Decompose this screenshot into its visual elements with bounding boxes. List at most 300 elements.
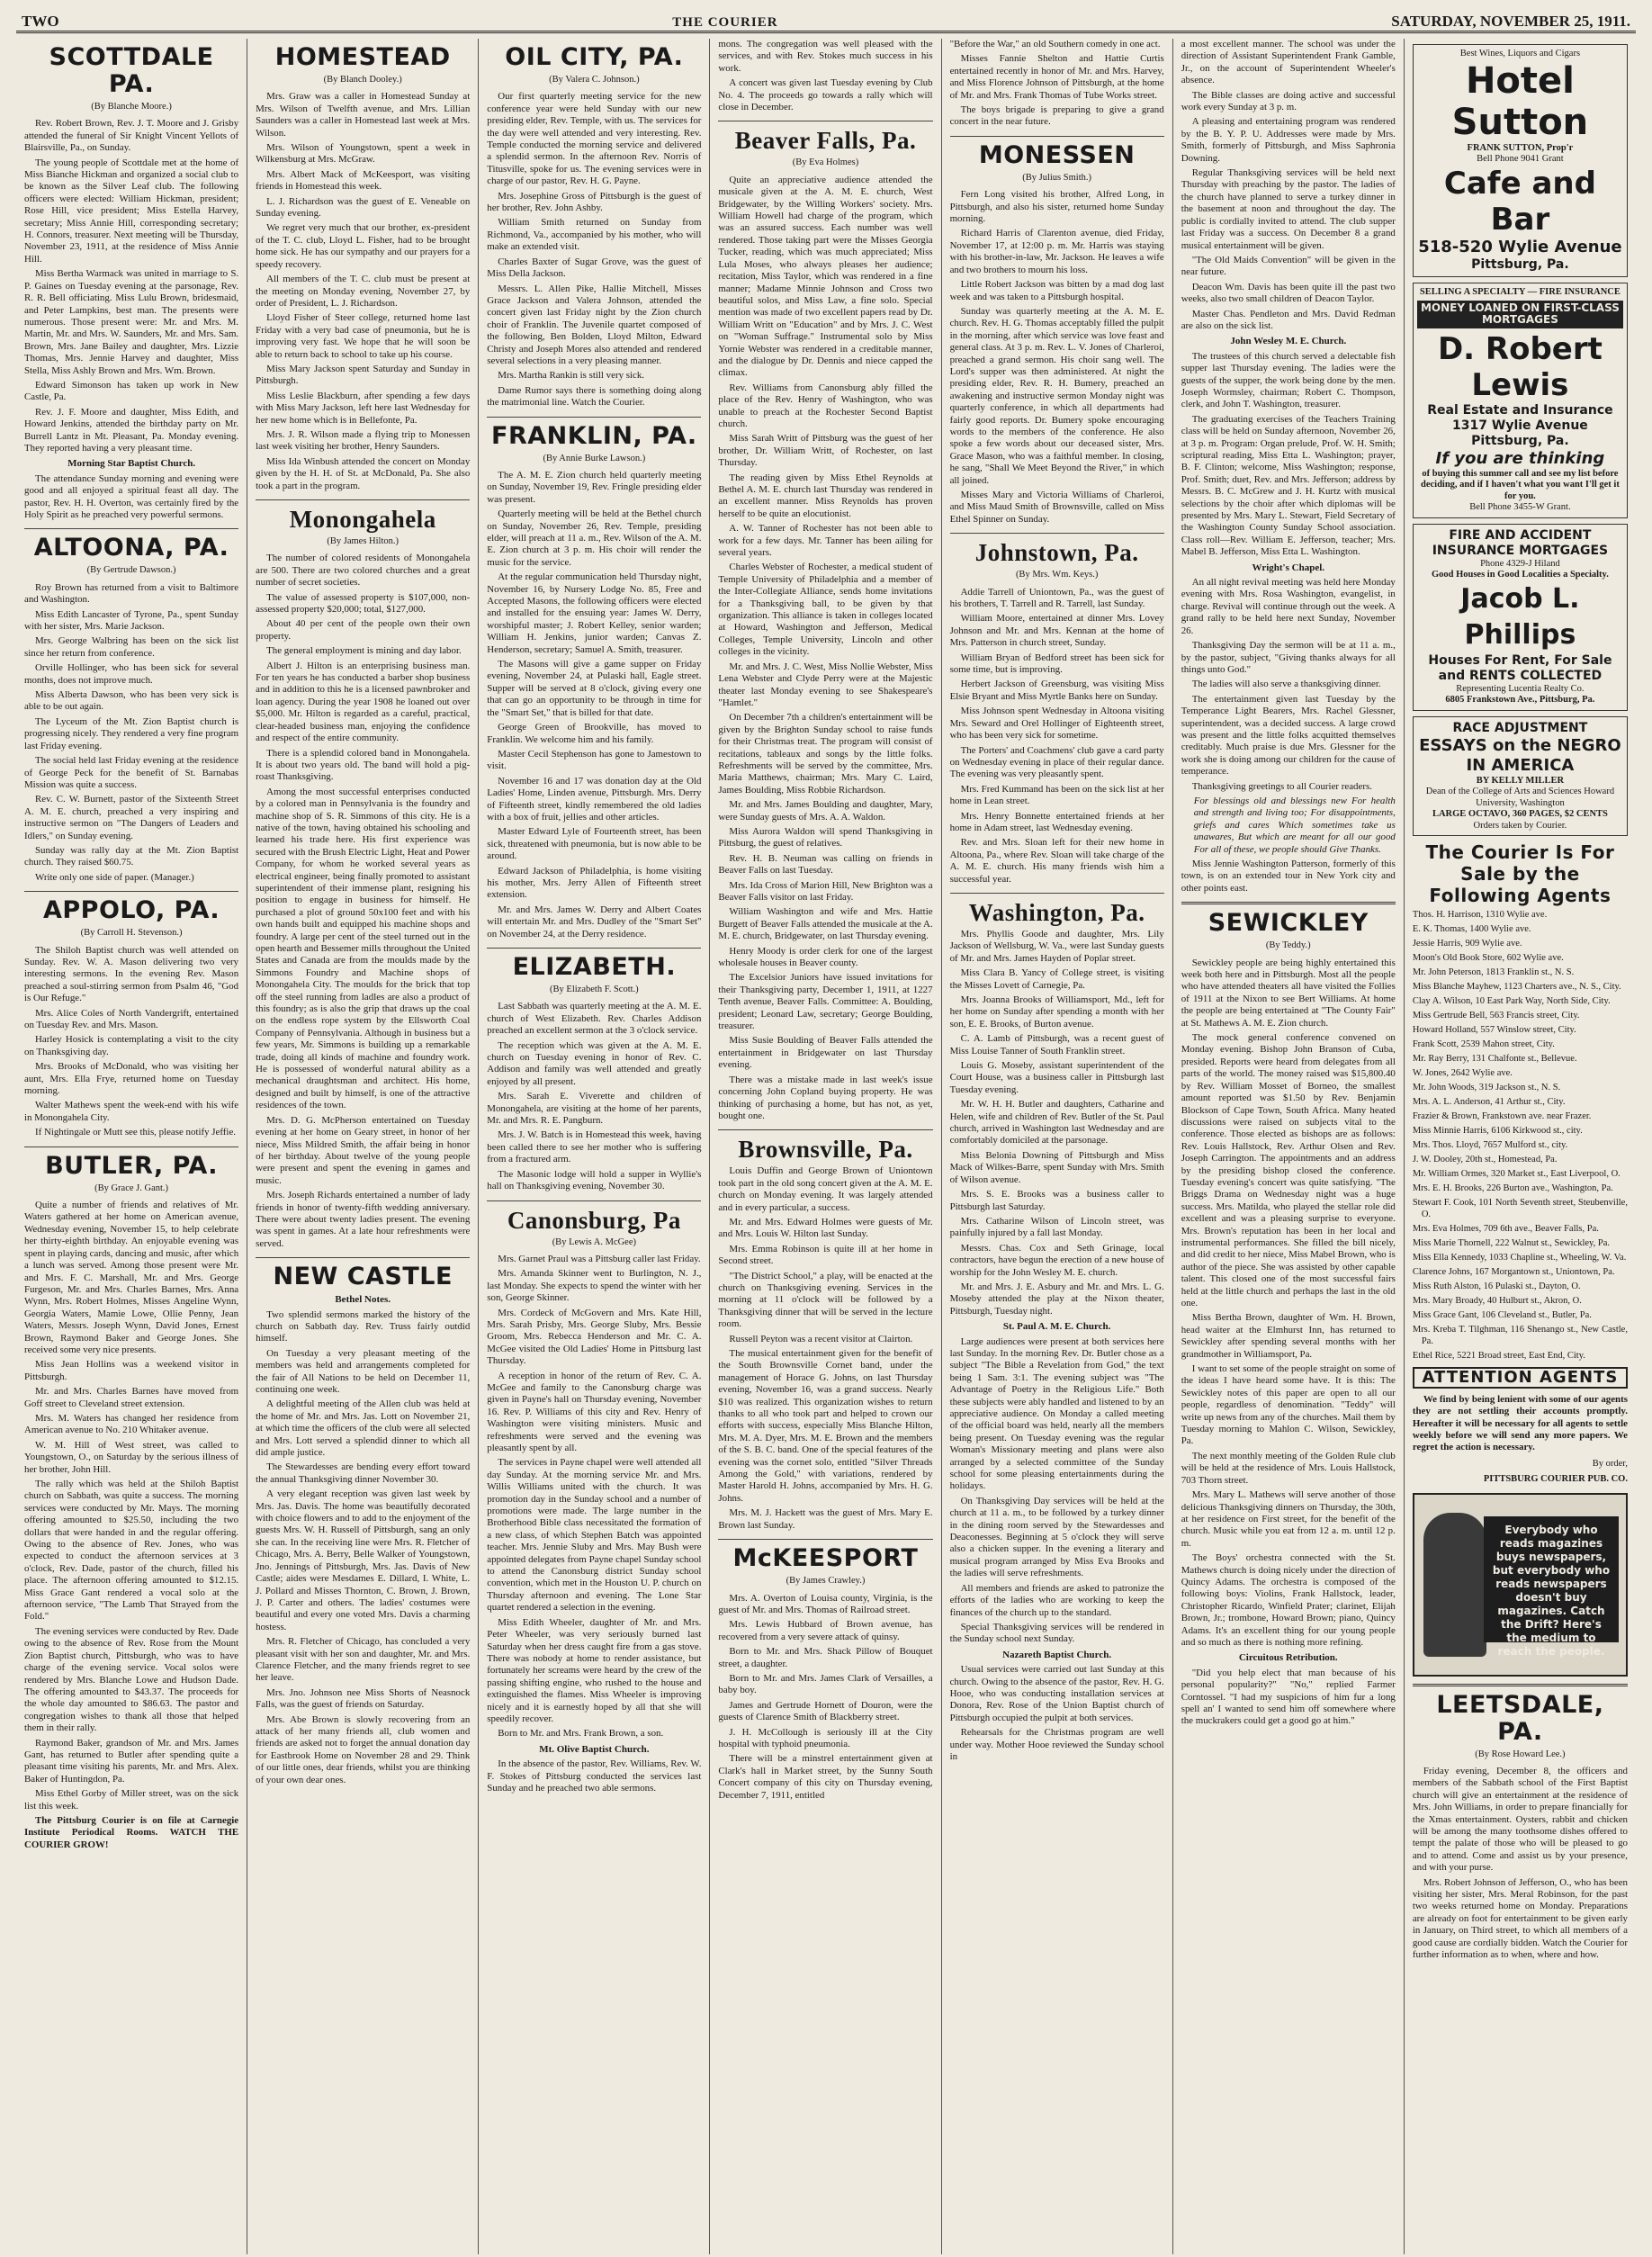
divider bbox=[950, 136, 1164, 137]
paragraph: mons. The congregation was well pleased with the services, and with Rev. Stokes much success in his work. bbox=[718, 39, 933, 74]
paragraph: There is a splendid colored band in Monongahela. It is about two years old. The band will hold a pig-roast Thanksgiving. bbox=[256, 747, 471, 783]
heading-johnstown: Johnstown, Pa. bbox=[974, 539, 1139, 567]
agent-entry: Mr. William Ormes, 320 Market st., East Liverpool, O. bbox=[1412, 1169, 1621, 1180]
paragraph: The general employment is mining and day labor. bbox=[266, 645, 462, 657]
paragraph: Special Thanksgiving services will be rendered in the Sunday school next Sunday. bbox=[949, 1621, 1164, 1645]
signature: PITTSBURG COURIER PUB. CO. bbox=[1483, 1474, 1628, 1485]
paragraph: The musical entertainment given for the benefit of the South Brownsville Cornet band, under the management of Horace G. Johns, on last Thursday evening, November 16, was a grand success. Nearly $10 was realized. This organization wishes to return thanks to all who took part and helped to crown our efforts with success, especially Miss Blanche Hilton, Mrs. M. A. Dyer, Mrs. M. E. Brown and the members of the S. B. C. band. One of the special features of the evening was the cornet solo, entitled "Silver Threads Among the Gold," with variations, rendered by Master Harold H. Johns, accompanied by Mrs. H. G. Johns. bbox=[718, 1348, 933, 1504]
paragraph: James and Gertrude Hornett of Douron, were the guests of Clarence Smith of Blackberry street. bbox=[718, 1699, 933, 1723]
paragraph: Born to Mr. and Mrs. Frank Brown, a son. bbox=[498, 1728, 664, 1740]
ad-tagline: SELLING A SPECIALTY — FIRE INSURANCE bbox=[1419, 286, 1621, 297]
byline: (By Lewis A. McGee) bbox=[552, 1236, 636, 1247]
paragraph: The graduating exercises of the Teachers Training class will be held on Sunday afternoon, November 26, at 3 p. m. Program: Organ prelude, Prof. W. H. Smith; scriptural reading, Miss Etta L. Washington; prayer, B. F. Clinton; welcome, Miss Washington; response, Prof. Smith; duet, Rev. and Mrs. Jefferson; address by Messrs. B. C. McGrew and J. H. Kurtz with musical selections by the choir after which diplomas will be presented by Mrs. Mary L. Stewart, Field Secretary of the Washington County Sunday School association. Class roll—Rev. William E. Jefferson, teacher; Mrs. Mabel B. Jefferson, Miss Etta L. Washington. bbox=[1181, 413, 1396, 558]
divider bbox=[24, 1146, 238, 1147]
agent-entry: Mrs. Thos. Lloyd, 7657 Mulford st., city. bbox=[1412, 1140, 1568, 1151]
paragraph: The reception which was given at the A. M. E. church on Tuesday evening in honor of Rev. C. Addison and family was well attended and greatly enjoyed by all present. bbox=[487, 1039, 702, 1087]
heading-homestead: HOMESTEAD bbox=[274, 43, 451, 71]
paragraph: William Bryan of Bedford street has been sick for some time, but is improving. bbox=[949, 652, 1164, 676]
signature: By order, bbox=[1592, 1458, 1628, 1469]
ad-title: D. Robert Lewis bbox=[1437, 330, 1603, 403]
paragraph: At the regular communication held Thursday night, November 16, by Nursery Lodge No. 85, Free and Accepted Masons, the following officers were elected and installed for the ensuing year: James W. Derry, worshipful master; J. Robert Kelley, senior warden; William H. Jenkins, junior warden; Canvas Z. Henderson, secretary; Samuel A. Smith, treasurer. bbox=[487, 571, 702, 655]
subheading: St. Paul A. M. E. Church. bbox=[1002, 1321, 1111, 1333]
paragraph: A pleasing and entertaining program was rendered by the B. Y. P. U. Addresses were made by Mrs. Smith, formerly of Pittsburgh, and Miss Saphronia Downing. bbox=[1181, 116, 1396, 164]
column-5 bbox=[942, 39, 1173, 2254]
paragraph: The Pittsburg Courier is on file at Carnegie Institute Periodical Rooms. WATCH THE COURIER GROW! bbox=[24, 1814, 239, 1850]
paragraph: The rally which was held at the Shiloh Baptist church on Sabbath, was quite a success. The morning services were conducted by Mr. Mays. The morning offering amounted to $25.50, including the two dollars that were handed in and the regular offering. Owing to the absence of Rev. Jones, who was expected to conduct the afternoon services at 3 o'clock, Rev. Dade, pastor of the church, filled his place. The afternoon offering amounted to $12.15. Miss Grace Gant rendered a vocal solo at the afternoon service, "The Lamb That Strayed from the Fold." bbox=[24, 1479, 239, 1623]
paragraph: The next monthly meeting of the Golden Rule club will be held at the residence of Mrs. Louis Hallstock, 703 Thorn street. bbox=[1181, 1450, 1396, 1486]
paragraph: Among the most successful enterprises conducted by a colored man in Pennsylvania is the foundry and machine shop of S. R. Simmons of this city. He is a native of the town, having obtained his schooling and learned his trade here. His first experience was secured with the Brush Electric Light, Heat and Power Company, for whom he worked several years as electrical engineer, being finally promoted to assistant superintendent of their immense plant, resigning his position to engage in business for himself. He purchased a plot of ground 50x100 feet and with his own hands built and equipped his machine shops and foundry. A large per cent of the steel turned out in the open hearth and Bessemer mills throughout the United States and Canada are from the moulds made by the Simmons Foundry and Machine shops of Monongahela City. The moulds for the brick that top off the steel running from ladles are also a product of this foundry; as is also the grip that draws up the coal on the endless rope system by the Ellsworth Coal Company of Pennsylvania. Although in business but a few years, Mr. Simmons is building up a remarkable trade, doing all kinds of machine and foundry work. He is possessed of wonderful natural ability as a mechanical draughtsman and architect. His home, designed and built by himself, is one of the attractive residences of the town. bbox=[256, 786, 471, 1111]
paragraph: Mrs. Joseph Richards entertained a number of lady friends in honor of twenty-fifth wedding anniversary. There were about twenty ladies present. The evening was spent in games. At a late hour refreshments were served. bbox=[256, 1190, 471, 1249]
paragraph: On Tuesday a very pleasant meeting of the members was held and arrangements completed for the fair of All Nations to be held on December 11, continuing one week. bbox=[256, 1347, 471, 1395]
divider bbox=[1413, 1684, 1628, 1686]
heading-washington: Washington, Pa. bbox=[968, 898, 1145, 926]
paragraph: Edward Jackson of Philadelphia, is home visiting his mother, Mrs. Jerry Allen of Fifteenth street extension. bbox=[487, 865, 702, 901]
agent-entry: Frazier & Brown, Frankstown ave. near Frazer. bbox=[1412, 1111, 1592, 1122]
paragraph: Mrs. R. Fletcher of Chicago, has concluded a very pleasant visit with her son and daughter, Mr. and Mrs. Clarence Fletcher, and the many friends regret to see her leave. bbox=[256, 1636, 471, 1684]
paragraph: Mrs. Abe Brown is slowly recovering from an attack of her many friends all, club women and friends are asked not to forget the annual donation day for Eastbrook Home on November 28 and 29. Think of our little ones, dear friends, whilst you are thinking of your own dear ones. bbox=[256, 1713, 471, 1785]
paragraph: The Excelsior Juniors have issued invitations for their Thanksgiving party, December 1, 1911, at 1227 Tenth avenue, Beaver Falls. Committee: A. Boulding, president; Leonard Law, secretary; George Boulding, treasurer. bbox=[718, 972, 933, 1032]
ad-author: BY KELLY MILLER bbox=[1476, 775, 1565, 786]
agent-entry: Moon's Old Book Store, 602 Wylie ave. bbox=[1412, 953, 1564, 964]
paragraph: I want to set some of the people straight on some of the ideas I have heard some have. It is this: The Sewickley notes of this paper are open to all our people, regardless of denomination. "Teddy" will write up news from any of the churches. Mail them by Tuesday morning to Mahlon C. Wilson, Sewickley, Pa. bbox=[1181, 1363, 1396, 1447]
paragraph: Miss Edith Wheeler, daughter of Mr. and Mrs. Peter Wheeler, was very seriously burned last Saturday when her dress caught fire from a gas stove. There was nobody at home to render assistance, but fortunately her screams were heard by the crew of the passing shifting engine, who rushed to the house and extinguished the flames. Miss Wheeler is improving nicely and it is earnestly hoped by all that she will speedily recover. bbox=[487, 1616, 702, 1724]
subheading: Circuitous Retribution. bbox=[1238, 1652, 1338, 1664]
paragraph: All members of the T. C. club must be present at the meeting on Monday evening, November 27, by order of President, L. J. Richardson. bbox=[256, 274, 471, 309]
column-7 bbox=[1405, 39, 1636, 2254]
agent-entry: Clarence Johns, 167 Morgantown st., Uniontown, Pa. bbox=[1412, 1267, 1615, 1278]
agent-entry: Thos. H. Harrison, 1310 Wylie ave. bbox=[1412, 910, 1548, 921]
paragraph: The boys brigade is preparing to give a grand concert in the near future. bbox=[949, 104, 1164, 128]
paragraph: About 40 per cent of the people own their own property. bbox=[256, 618, 471, 642]
paragraph: Dame Rumor says there is something doing along the matrimonial line. Watch the Courier. bbox=[487, 384, 702, 409]
paragraph: Rev. J. F. Moore and daughter, Miss Edith, and Howard Jenkins, attended the birthday party on Mr. Burrell Lantz in Mt. Pleasant, Pa. Monday evening. They reported having a very pleasant time. bbox=[24, 406, 239, 454]
agent-entry: Mrs. Kreba T. Tilghman, 116 Shenango st., New Castle, Pa. bbox=[1412, 1325, 1628, 1347]
paragraph: Rev. H. B. Neuman was calling on friends in Beaver Falls on last Tuesday. bbox=[718, 852, 933, 877]
paragraph: Miss Alberta Dawson, who has been very sick is able to be out again. bbox=[24, 689, 239, 713]
ad-tagline: RACE ADJUSTMENT bbox=[1452, 720, 1588, 735]
column-2 bbox=[247, 39, 479, 2254]
paragraph: The Masonic lodge will hold a supper in Wyllie's hall on Thanksgiving evening, November 30. bbox=[487, 1168, 702, 1192]
paragraph: Master Chas. Pendleton and Mrs. David Redman are also on the sick list. bbox=[1181, 308, 1396, 331]
paragraph: Quarterly meeting will be held at the Bethel church on Sunday, November 26, Rev. Temple, presiding elder, will preach at 11 a. m., Rev. Wilson of the A. M. E. Zion church at 3 p. m. His choir will render the music for the service. bbox=[487, 508, 702, 568]
heading-altoona: ALTOONA, PA. bbox=[33, 534, 229, 562]
ad-line: Good Houses in Good Localities a Specialty. bbox=[1431, 570, 1609, 580]
subheading: Morning Star Baptist Church. bbox=[67, 458, 196, 470]
paragraph: Louis Duffin and George Brown of Uniontown took part in the old song concert given at the A. M. E. church on Monday evening. It was largely attended and in every particular, a success. bbox=[718, 1165, 933, 1213]
paragraph: Mrs. Lewis Hubbard of Brown avenue, has recovered from a very severe attack of quinsy. bbox=[718, 1619, 933, 1642]
paragraph: An all night revival meeting was held here Monday evening with Mrs. Rosa Washington, evangelist, in charge. Revival will continue through out the week. A grand rally to be held here next Sunday, November 26. bbox=[1181, 577, 1396, 636]
heading-leetsdale: LEETSDALE, PA. bbox=[1436, 1690, 1604, 1746]
byline: (By Blanche Moore.) bbox=[91, 102, 172, 112]
paragraph: A delightful meeting of the Allen club was held at the home of Mr. and Mrs. Jas. Lott on November 21, at which time the officers of the club were all selected and Mrs. Lott served a splendid dinner to which all did ample justice. bbox=[256, 1398, 471, 1459]
paragraph: Quite a number of friends and relatives of Mr. Waters gathered at her home on American avenue, Wednesday evening, November 15, to help celebrate her thirty-eighth birthday. An enjoyable evening was spent in playing cards, dancing and music, after which a lunch was served. Among those present were Mr. and Mrs. F. C. Marshall, Mr. and Mrs. George Furgeson, Mr. and Mrs. Charles Barnes, Mrs. Anna Wynn, Mrs. Robert Holmes, Misses Angeline Wynn, Georgia Waters, Mamie Lowe, Ollie Penny, Jean Waters, Messrs. Joseph Wynn, David Jones, Ernest Brown, Raymond Baker and George Jones. She received some very nice presents. bbox=[24, 1200, 239, 1355]
paragraph: Mrs. Henry Bonnette entertained friends at her home in Adam street, last Wednesday evening. bbox=[949, 810, 1164, 833]
paragraph: Mrs. George Walbring has been on the sick list since her return from conference. bbox=[24, 635, 239, 659]
paragraph: The entertainment given last Tuesday by the Temperance Light Bearers, Mrs. Rachel Glessner, superintendent, was a decided success. A large crowd was present and the little folks acquitted themselves creditably. Much praise is due Mrs. Glessner for the work she is doing among our children for the cause of temperance. bbox=[1181, 693, 1396, 778]
paragraph: Mrs. Jno. Johnson nee Miss Shorts of Neasnock Falls, was the guest of friends on Saturday. bbox=[256, 1686, 471, 1711]
heading-brownsville: Brownsville, Pa. bbox=[738, 1136, 913, 1164]
paragraph: Mrs. Brooks of McDonald, who was visiting her aunt, Mrs. Ella Frye, returned home on Tuesday morning. bbox=[24, 1061, 239, 1097]
paragraph: "The District School," a play, will be enacted at the church on Thanksgiving evening. Services in the morning at 11 o'clock will be followed by a Thanksgiving dinner that will be served in the lecture room. bbox=[718, 1270, 933, 1330]
paragraph: Mrs. Emma Robinson is quite ill at her home in Second street. bbox=[718, 1243, 933, 1267]
ad-subtitle: Cafe and Bar bbox=[1443, 165, 1596, 238]
agent-entry: Miss Grace Gant, 106 Cleveland st., Butler, Pa. bbox=[1412, 1310, 1592, 1321]
heading-scottdale: SCOTTDALE PA. bbox=[49, 43, 214, 98]
paragraph: There was a mistake made in last week's issue concerning John Copland buying property. He was thinking of purchasing a home, but has not, as yet, bought one. bbox=[718, 1074, 933, 1121]
paragraph: Misses Mary and Victoria Williams of Charleroi, and Miss Maud Smith of Brownsville, called on Miss Ethel Spinner on Sunday. bbox=[949, 490, 1164, 525]
paragraph: Russell Peyton was a recent visitor at Clairton. bbox=[729, 1333, 913, 1344]
paragraph: Lloyd Fisher of Steer college, returned home last Friday with a very bad case of pneumonia, but he is improving very fast. We hope that he will soon be able to return back to school to take up his course. bbox=[256, 312, 471, 360]
paragraph: The Bible classes are doing active and successful work every Sunday at 3 p. m. bbox=[1181, 89, 1396, 113]
paragraph: Mrs. Ida Cross of Marion Hill, New Brighton was a Beaver Falls visitor on last Friday. bbox=[718, 879, 933, 903]
poem: For blessings old and blessings new For health and strength and living too; For disappointments, griefs and cares Which sometimes take us unawares, But which are meant for all our good For all of these, we people should Give Thanks. bbox=[1193, 795, 1396, 855]
agent-entry: Ethel Rice, 5221 Broad street, East End, City. bbox=[1412, 1351, 1585, 1362]
paragraph: The attendance Sunday morning and evening were good and all enjoyed a spiritual feast all day. The pastor, Rev. H. H. Overton, was certainly fired by the Holy Spirit as he preached very powerful sermons. bbox=[24, 472, 239, 520]
ad-banner: MONEY LOANED ON FIRST-CLASS MORTGAGES bbox=[1417, 301, 1623, 328]
paragraph: The trustees of this church served a delectable fish supper last Thursday evening. The ladies were the guests of the supper, the work being done by the men. Joseph Wormsley, chairman; Robert C. Thompson, clerk, and John T. Washington, treasurer. bbox=[1181, 350, 1396, 410]
byline: (By James Hilton.) bbox=[327, 536, 400, 546]
paragraph: Messrs. Chas. Cox and Seth Grinage, local contractors, have begun the erection of a new house of worship for the John Wesley M. E. church. bbox=[949, 1242, 1164, 1278]
paragraph: George Green of Brookville, has moved to Franklin. We welcome him and his family. bbox=[487, 722, 702, 745]
paragraph: "Before the War," an old Southern comedy in one act. bbox=[949, 39, 1161, 49]
ad-hotel-sutton bbox=[1413, 44, 1628, 277]
agent-entry: Miss Gertrude Bell, 563 Francis street, City. bbox=[1412, 1011, 1580, 1021]
agent-entry: Miss Marie Thornell, 222 Walnut st., Sewickley, Pa. bbox=[1412, 1238, 1610, 1249]
paragraph: Misses Fannie Shelton and Hattie Curtis entertained recently in honor of Mr. and Mrs. Harvey, and Miss Florence Johnson of Pittsburgh, at the home of Mr. and Mrs. Frank Thomas of Tube Works street. bbox=[949, 53, 1164, 101]
byline: (By Teddy.) bbox=[1265, 940, 1311, 951]
paragraph: The Porters' and Coachmens' club gave a card party on Wednesday evening in place of their regular dance. The evening was very pleasantly spent. bbox=[949, 744, 1164, 780]
paragraph: W. M. Hill of West street, was called to Youngstown, O., on Saturday by the serious illness of her brother, John Hill. bbox=[24, 1439, 239, 1475]
ad-subtitle: Houses For Rent, For Sale and RENTS COLLECTED bbox=[1428, 652, 1612, 683]
paragraph: J. H. McCollough is seriously ill at the City hospital with typhoid pneumonia. bbox=[718, 1726, 933, 1749]
paragraph: On December 7th a children's entertainment will be given by the Brighton Sunday school to raise funds for their Christmas treat. The program will consist of recitations, tableaux and songs by the little folks. Refreshments will be served by the committee, Mrs. Maria Matthews, chairman; Mrs. Mary C. Laird, James Boulding, Miss Robbie Richardson. bbox=[718, 712, 933, 796]
paragraph: Master Edward Lyle of Fourteenth street, has been sick, threatened with pneumonia, but is now able to be around. bbox=[487, 826, 702, 862]
paragraph: Rev. Robert Brown, Rev. J. T. Moore and J. Grisby attended the funeral of Sir Knight Vincent Yellots of Blairsville, Pa., on Sunday. bbox=[24, 118, 239, 154]
paragraph: Rev. and Mrs. Sloan left for their new home in Altoona, Pa., where Rev. Sloan will take charge of the A. M. E. church. His many friends wish him a successful year. bbox=[949, 837, 1164, 885]
paragraph: Mr. and Mrs. Edward Holmes were guests of Mr. and Mrs. Louis W. Hilton last Sunday. bbox=[718, 1216, 933, 1240]
agent-entry: Stewart F. Cook, 101 North Seventh street, Steubenville, O. bbox=[1412, 1198, 1628, 1220]
paragraph: All members and friends are asked to patronize the efforts of the ladies who are working to keep the finances of the church up to the standard. bbox=[949, 1582, 1164, 1618]
paragraph: L. J. Richardson was the guest of E. Veneable on Sunday evening. bbox=[256, 195, 471, 220]
paragraph: Mrs. M. Waters has changed her residence from American avenue to No. 210 Whitaker avenue. bbox=[24, 1412, 239, 1436]
paragraph: The Lyceum of the Mt. Zion Baptist church is progressing nicely. They rendered a very fine program last Friday evening. bbox=[24, 715, 239, 751]
paragraph: Born to Mr. and Mrs. James Clark of Versailles, a baby boy. bbox=[718, 1672, 933, 1696]
ad-price: LARGE OCTAVO, 360 PAGES, $2 CENTS bbox=[1432, 809, 1608, 820]
paragraph: Born to Mr. and Mrs. Shack Pillow of Bouquet street, a daughter. bbox=[718, 1646, 933, 1669]
divider bbox=[24, 891, 238, 892]
paragraph: Addie Tarrell of Uniontown, Pa., was the guest of his brothers, T. Tarrell and R. Tarrell, last Sunday. bbox=[949, 586, 1164, 610]
heading-mckeesport: McKEESPORT bbox=[732, 1544, 919, 1573]
paragraph: Mrs. Amanda Skinner went to Burlington, N. J., last Monday. She expects to spend the winter with her son, George Skinner. bbox=[487, 1268, 702, 1304]
heading-sewickley: SEWICKLEY bbox=[1208, 909, 1369, 938]
ad-jacob-phillips bbox=[1413, 524, 1628, 711]
paragraph: Mrs. Martha Rankin is still very sick. bbox=[498, 370, 645, 382]
agent-entry: Clay A. Wilson, 10 East Park Way, North Side, City. bbox=[1412, 996, 1611, 1007]
ad-address: 518-520 Wylie Avenue bbox=[1418, 237, 1622, 256]
heading-new-castle: NEW CASTLE bbox=[273, 1263, 453, 1291]
paragraph: Mrs. J. W. Batch is in Homestead this week, having been called there to see her mother who is suffering from a fractured arm. bbox=[487, 1129, 702, 1165]
paragraph: Messrs. L. Allen Pike, Hallie Mitchell, Misses Grace Jackson and Valera Johnson, attended the concert given last Friday night by the Zion church choir of Franklin. The Juvenile quartet composed of the following, Ben Bolden, Lloyd Milton, Edward Christy and Joseph Mores also attended and rendered several selections in a very pleasing manner. bbox=[487, 283, 702, 366]
paragraph: The Shiloh Baptist church was well attended on Sunday. Rev. W. A. Mason delivering two very interesting sermons. In the evening Rev. Mason preached a soul-stirring sermon from Psalm 46, "God is Our Refuge." bbox=[24, 944, 239, 1004]
agent-entry: Mr. John Peterson, 1813 Franklin st., N. S. bbox=[1412, 967, 1575, 978]
agent-entry: Frank Scott, 2539 Mahon street, City. bbox=[1412, 1039, 1555, 1050]
byline: (By Julius Smith.) bbox=[1022, 172, 1091, 183]
paragraph: "Did you help elect that man because of his personal popularity?" "No," replied Farmer Corntossel. "I had my suspicions of him fur a long spell an' I wanted to send him off somewhere where the muckrakers could get a good go at him." bbox=[1181, 1667, 1396, 1727]
ad-proprietor: FRANK SUTTON, Prop'r bbox=[1467, 142, 1574, 153]
subheading: Mt. Olive Baptist Church. bbox=[539, 1743, 650, 1755]
paragraph: Miss Ida Winbush attended the concert on Monday given by the H. H. of St. at McDonald, Pa. She also took a part in the program. bbox=[256, 455, 471, 491]
ad-desc: Dean of the College of Arts and Sciences Howard University, Washington bbox=[1425, 787, 1615, 808]
paragraph: Regular Thanksgiving services will be held next Thursday with preaching by the pastor. The ladies of the church have planned to serve a turkey dinner in the basement at noon and throughout the day. The public is cordially invited to attend. The club supper last Friday was a success. On December 8 a grand musical entertainment will be given. bbox=[1181, 167, 1396, 251]
paragraph: Usual services were carried out last Sunday at this church. Owing to the absence of the pastor, Rev. H. G. Hooe, who was conducting installation services at Donora, Rev. Rose of the Union Baptist church of Pittsburgh occupied the pulpit at both services. bbox=[949, 1664, 1164, 1723]
paragraph: The evening services were conducted by Rev. Dade owing to the absence of Rev. Rose from the Mount Zion Baptist church, Pittsburgh, who was to have charge of the evening service. Vocal solos were rendered by Mrs. Blanche Lowe and Hudson Dade. The offering amounted to $43.37. The proceeds for the whole day amounted to $86.63. The pastor and congregation wishes to thank all those that helped them in their rally. bbox=[24, 1625, 239, 1734]
paragraph: Roy Brown has returned from a visit to Baltimore and Washington. bbox=[24, 581, 239, 606]
divider bbox=[487, 1200, 701, 1201]
paragraph: Mrs. Fred Kummand has been on the sick list at her home in Lean street. bbox=[949, 783, 1164, 807]
paragraph: Charles Baxter of Sugar Grove, was the guest of Miss Della Jackson. bbox=[487, 256, 702, 280]
divider bbox=[950, 533, 1164, 534]
paragraph: In the absence of the pastor, Rev. Williams, Rev. W. F. Stokes of Pittsburg conducted the services last Sunday and he preached two able sermons. bbox=[487, 1758, 702, 1794]
paragraph: There will be a minstrel entertainment given at Clark's hall in Market street, by the Sunny South Concert company of this city on Thursday evening, December 7, 1911, entitled bbox=[718, 1753, 933, 1801]
paragraph: Miss Aurora Waldon will spend Thanksgiving in Pittsburg, the guest of relatives. bbox=[718, 825, 933, 850]
subheading: Wright's Chapel. bbox=[1252, 562, 1325, 573]
paragraph: The value of assessed property is $107,000, non-assessed property $20,000; total, $127,000. bbox=[256, 591, 471, 616]
paragraph: William Moore, entertained at dinner Mrs. Lovey Johnson and Mr. and Mrs. Kennan at the home of Mrs. Patterson in church street, Sunday. bbox=[949, 613, 1164, 649]
paragraph: Mrs. A. Overton of Louisa county, Virginia, is the guest of Mr. and Mrs. Thomas of Railroad street. bbox=[718, 1592, 933, 1615]
ad-city: Pittsburg, Pa. bbox=[1471, 256, 1569, 272]
ad-address: 1317 Wylie Avenue Pittsburg, Pa. bbox=[1452, 418, 1588, 448]
paragraph: Mrs. Joanna Brooks of Williamsport, Md., left for her home on Sunday after spending a month with her son, E. E. Brooks, of Burton avenue. bbox=[949, 994, 1164, 1030]
paragraph: Little Robert Jackson was bitten by a mad dog last week and was taken to a Pittsburgh hospital. bbox=[949, 279, 1164, 302]
agent-entry: Miss Ella Kennedy, 1033 Chapline st., Wheeling, W. Va. bbox=[1412, 1253, 1627, 1263]
ad-tagline: FIRE AND ACCIDENT INSURANCE MORTGAGES bbox=[1432, 527, 1609, 558]
agent-entry: Mrs. E. H. Brooks, 226 Burton ave., Washington, Pa. bbox=[1412, 1183, 1613, 1194]
paragraph: Friday evening, December 8, the officers and members of the Sabbath school of the First Baptist church will give an entertainment at the residence of Mrs. John Williams, in order to prepare financially for the Xmas entertainment. Oysters, rabbit and chicken will be among the many toothsome dishes offered to tempt the palate of those who will be pleased to go and to attend. Come and assist us by your presence, and with your purse. bbox=[1412, 1765, 1628, 1874]
paragraph: Sunday was quarterly meeting at the A. M. E. church. Rev. H. G. Thomas acceptably filled the pulpit in the morning, after which service was love feast and general class. At 3 p. m. Rev. L. V. Jones of Charleroi, preached a grand sermon. His choir sang well. The Lord's supper was then administered. At night the presiding elder, Rev. R. H. Bumery, preached an awakening and instructive sermon Monday night was quarterly conference, in which all departments had fairly good reports. Dr. Bumery spoke encouraging words to the members of the conference. He also spoke a few words about our deceased sister, Mrs. Grace Mason, who was a faithful member. In closing, he sang, "Shall We Meet Beyond the River," in which all joined. bbox=[949, 305, 1164, 486]
byline: (By Eva Holmes) bbox=[792, 157, 859, 168]
byline: (By Elizabeth F. Scott.) bbox=[550, 985, 639, 994]
divider bbox=[487, 948, 701, 949]
heading-butler: BUTLER, PA. bbox=[45, 1151, 219, 1180]
heading-beaver-falls: Beaver Falls, Pa. bbox=[734, 127, 917, 155]
paragraph: The services in Payne chapel were well attended all day Sunday. At the morning service Mr. and Mrs. Willis Williams united with the church. It was promotion day in the Sunday school and a number of promotions were made. The large number in the Brotherhood Bible class necessitated the formation of a new class, of which Stephen Batch was appointed teacher. Mrs. Jennie Sluby and Mrs. May Bush were appointed delegates from Payne chapel Sunday school to attend the Canonsburg district Sunday school convention, which met in the Houston U. P. church on Thursday afternoon and evening. The Lone Star quartet rendered a selection in the evening. bbox=[487, 1457, 702, 1614]
agent-entry: Miss Ruth Alston, 16 Pulaski st., Dayton, O. bbox=[1412, 1281, 1581, 1292]
byline: (By Valera C. Johnson.) bbox=[549, 75, 640, 85]
paragraph: A. W. Tanner of Rochester has not been able to work for a few days. Mr. Tanner has been ailing for several years. bbox=[718, 523, 933, 559]
ad-phone: Phone 4329-J Hiland bbox=[1480, 558, 1560, 569]
divider bbox=[24, 528, 238, 529]
heading-elizabeth: ELIZABETH. bbox=[512, 953, 677, 981]
byline: (By Blanch Dooley.) bbox=[323, 75, 402, 85]
paragraph: Miss Edith Lancaster of Tyrone, Pa., spent Sunday with her sister, Mrs. Marie Jackson. bbox=[24, 608, 239, 633]
paragraph: Mrs. Catharine Wilson of Lincoln street, was painfully injured by a fall last Monday. bbox=[949, 1215, 1164, 1239]
ad-title: ESSAYS on the NEGRO IN AMERICA bbox=[1419, 735, 1621, 775]
paragraph: The Masons will give a game supper on Friday evening, November 24, at Pulaski hall, Eagle street. Supper will be served at 8 o'clock, giving every one that can go an opportunity to be through in time for the "Smart Set," that is billed for that date. bbox=[487, 659, 702, 718]
ad-headline: If you are thinking bbox=[1435, 448, 1605, 468]
agent-entry: Miss Blanche Mayhew, 1123 Charters ave., N. S., City. bbox=[1412, 982, 1621, 993]
paragraph: Our first quarterly meeting service for the new conference year were held Sunday with our new presiding elder, Rev. Temple, with us. The services for the day were well attended and very interesting. Rev. Temple conducted the morning service and delivered a splendid sermon. In the afternoon Rev. Norris of Titusville, spoke for us. The evening services were in charge of our pastor, Rev. H. G. Payne. bbox=[487, 91, 702, 187]
heading-monongahela: Monongahela bbox=[289, 506, 436, 533]
paragraph: The A. M. E. Zion church held quarterly meeting on Sunday, November 19, Rev. Fringle presiding elder was present. bbox=[487, 469, 702, 505]
byline: (By Mrs. Wm. Keys.) bbox=[1015, 570, 1099, 580]
paragraph: Mrs. J. R. Wilson made a flying trip to Monessen last week visiting her brother, Henry Saunders. bbox=[256, 428, 471, 453]
subheading: Bethel Notes. bbox=[335, 1294, 391, 1306]
agent-entry: Mr. Ray Berry, 131 Chalfonte st., Bellevue. bbox=[1412, 1054, 1577, 1065]
paragraph: Miss Sarah Writt of Pittsburg was the guest of her brother, Dr. William Writt, of Rochester, on last Thursday. bbox=[718, 433, 933, 469]
paragraph: Mrs. M. J. Hackett was the guest of Mrs. Mary E. Brown last Sunday. bbox=[718, 1507, 933, 1531]
divider bbox=[487, 417, 701, 418]
paragraph: Mr. and Mrs. Charles Barnes have moved from Goff street to Cleveland street extension. bbox=[24, 1386, 239, 1409]
paragraph: Sunday was rally day at the Mt. Zion Baptist church. They raised $60.75. bbox=[24, 844, 239, 868]
paragraph: Richard Harris of Clarenton avenue, died Friday, November 17, at 12:00 p. m. Mr. Harris was staying with his brother-in-law, Mr. Jackson. He leaves a wife and two brothers to mourn his loss. bbox=[949, 228, 1164, 275]
paragraph: Walter Mathews spent the week-end with his wife in Monongahela City. bbox=[24, 1100, 239, 1123]
divider bbox=[718, 1539, 932, 1540]
paragraph: Mrs. Cordeck of McGovern and Mrs. Kate Hill, Mrs. Sarah Prisby, Mrs. George Sluby, Mrs. Bessie Groom, Mrs. Rebecca Henderson and Mr. C. A. McGee visited the Old Ladies' Home in Pittsburg last Thursday. bbox=[487, 1307, 702, 1367]
paragraph: Thanksgiving Day the sermon will be at 11 a. m., by the pastor, subject, "Giving thanks always for all things unto God." bbox=[1181, 640, 1396, 675]
ad-illustration bbox=[1413, 1493, 1628, 1677]
paragraph: Quite an appreciative audience attended the musicale given at the A. M. E. church, West Bridgewater, by the Willing Workers' society. Mrs. William Howell had charge of the program, which was an assured success. Each number was well rendered. Those taking part were the Misses Georgia Tucker, reading, which was much appreciated; Miss Lula Moses, who always pleases her audience; recitation, Miss Taylor, which was rendered in a fine manner; Madame Minnie Johnson and Cross two beautiful solos, and Miss Law, a fine solo. Special mention was made of two excellent papers read by Dr. William Writt on "Education" and by Mrs. J. C. West on "Woman Suffrage." Instrumental solo by Miss Yornie Webster was rendered in a creditable manner, and the dialogue by Dr. Dennis and niece capped the climax. bbox=[718, 174, 933, 379]
paragraph: Mrs. Wilson of Youngstown, spent a week in Wilkensburg at Mrs. McGraw. bbox=[256, 142, 471, 166]
byline: (By Grace J. Gant.) bbox=[94, 1182, 169, 1193]
paragraph: Mr. and Mrs. J. C. West, Miss Nollie Webster, Miss Lena Webster and Clyde Perry were at the Majestic theater last Monday evening to see Shakespeare's "Hamlet." bbox=[718, 661, 933, 708]
divider bbox=[1181, 902, 1396, 904]
paragraph: Louis G. Moseby, assistant superintendent of the Court House, was a business caller in Pittsburgh last Tuesday evening. bbox=[949, 1060, 1164, 1095]
paragraph: A concert was given last Tuesday evening by Club No. 4. The proceeds go towards a rally which will close in December. bbox=[718, 77, 933, 113]
paragraph: Mr. W. H. H. Butler and daughters, Catharine and Helen, wife and children of Rev. Butler of the St. Paul church, arrived in Washington last Wednesday and are comfortably domiciled at the parsonage. bbox=[949, 1099, 1164, 1146]
agent-entry: E. K. Thomas, 1400 Wylie ave. bbox=[1412, 924, 1531, 935]
column-1 bbox=[16, 39, 247, 2254]
page-number: TWO bbox=[22, 13, 59, 30]
ad-line: Real Estate and Insurance bbox=[1427, 402, 1613, 418]
paragraph: The ladies will also serve a thanksgiving dinner. bbox=[1191, 679, 1381, 690]
paragraph: Mrs. Mary L. Mathews will serve another of those delicious Thanksgiving dinners on Thursday, the 30th, at her residence on First street, for the benefit of the church. Music while you eat from 12 a. m. until 12 p. m. bbox=[1181, 1489, 1396, 1549]
paragraph: Mrs. S. E. Brooks was a business caller to Pittsburgh last Saturday. bbox=[949, 1189, 1164, 1212]
paragraph: "The Old Maids Convention" will be given in the near future. bbox=[1181, 254, 1396, 278]
paragraph: The reading given by Miss Ethel Reynolds at Bethel A. M. E. church last Thursday was rendered in an excellent manner. Miss Reynolds has proven herself to be quite an elocutionist. bbox=[718, 472, 933, 519]
subheading: Nazareth Baptist Church. bbox=[1002, 1649, 1112, 1660]
paragraph: Mrs. Graw was a caller in Homestead Sunday at Mrs. Wilson of Twelfth avenue, and Mrs. Lillian Saunders was a caller in Homestead last week at Mrs. Wilson. bbox=[256, 91, 471, 139]
paragraph: Mrs. Robert Johnson of Jefferson, O., who has been visiting her sister, Mrs. Meral Robinson, for the past two weeks returned home on Monday. Preparations are already on foot for entertainment to be given early in January, on Third street, to which all members of a good cause are cordially bidden. Watch the Courier for further information as to when, where and how. bbox=[1412, 1876, 1628, 1961]
paragraph: Master Cecil Stephenson has gone to Jamestown to visit. bbox=[487, 748, 702, 772]
paper-name: THE COURIER bbox=[672, 15, 778, 30]
heading-franklin: FRANKLIN, PA. bbox=[491, 421, 697, 450]
column-6 bbox=[1173, 39, 1405, 2254]
paragraph: Rehearsals for the Christmas program are well under way. Mother Hooe reviewed the Sunday school in bbox=[949, 1727, 1164, 1762]
paragraph: Rev. Williams from Canonsburg ably filled the place of the Rev. Henry of Washington, who was unable to preach at the Rochester Second Baptist church. bbox=[718, 382, 933, 429]
divider bbox=[256, 1257, 470, 1258]
paragraph: Edward Simonson has taken up work in New Castle, Pa. bbox=[24, 379, 239, 403]
paragraph: If Nightingale or Mutt see this, please notify Jeffie. bbox=[35, 1127, 237, 1138]
paragraph: Miss Leslie Blackburn, after spending a few days with Miss Mary Jackson, left here last Wednesday for her new home which is in Bellefonte, Pa. bbox=[256, 390, 471, 426]
paragraph: Charles Webster of Rochester, a medical student of Temple University of Philadelphia and a member of the Inter-Collegiate Alliance, sends home invitations for a Thanksgiving ball, to be given by that organization. This alliance is taken in colleges located at Howard, Washington and Jefferson, Medical Colleges, Temple University, Lincoln and other colleges in the vicinity. bbox=[718, 562, 933, 658]
column-4 bbox=[710, 39, 941, 2254]
ad-phone: Bell Phone 3455-W Grant. bbox=[1469, 502, 1571, 513]
agent-entry: Howard Holland, 557 Winslow street, City. bbox=[1412, 1025, 1576, 1036]
paragraph: Miss Johnson spent Wednesday in Altoona visiting Mrs. Seward and Orel Hollinger of Eighteenth street, who has been very sick for sometime. bbox=[949, 706, 1164, 742]
paragraph: Albert J. Hilton is an enterprising business man. For ten years he has conducted a barber shop business and in addition to this he is a licensed pawnbroker and loan agency. During the year 1908 he loaned out over $5,000. Mr. Hilton is regarded as a careful, practical, clear-headed business man, enjoying the confidence and respect of the entire community. bbox=[256, 660, 471, 744]
paragraph: Rev. C. W. Burnett, pastor of the Sixteenth Street A. M. E. church, preached a very inspiring and instructive sermon on "The Dangers of Leaders and Idlers," on Sunday evening. bbox=[24, 794, 239, 841]
paragraph: Miss Ethel Gorby of Miller street, was on the sick list this week. bbox=[24, 1788, 239, 1812]
ad-order: Orders taken by Courier. bbox=[1473, 820, 1567, 831]
agent-entry: W. Jones, 2642 Wylie ave. bbox=[1412, 1068, 1513, 1079]
heading-oil-city: OIL CITY, PA. bbox=[505, 43, 684, 71]
paragraph: William Smith returned on Sunday from Richmond, Va., accompanied by his mother, who will make an extended visit. bbox=[487, 217, 702, 253]
paragraph: Fern Long visited his brother, Alfred Long, in Pittsburgh, and also his sister, returned home Sunday morning. bbox=[949, 189, 1164, 225]
paragraph: A very elegant reception was given last week by Mrs. Jas. Davis. The home was beautifully decorated with choice flowers and to add to the enjoyment of the guests Mrs. W. H. Russell of Pittsburgh, sang an only she can. In the receiving line were Mrs. R. Fletcher of Chicago, Mrs. A. Berry, Belle Walker of Youngstown, Jno. Jennings of Pittsburgh, Mrs. Jas. Davis of New Castle; aides were Mesdames E. Dillard, I. White, L. J. Pollard and Misses Thornton, C. Brown, J. Brown, J. P. Carter and others. The ladies' costumes were beautiful and every one voted Mrs. Davis a charming hostess. bbox=[256, 1488, 471, 1632]
paragraph: Herbert Jackson of Greensburg, was visiting Miss Elsie Bryant and Miss Myrtle Banks here on Sunday. bbox=[949, 679, 1164, 702]
paragraph: November 16 and 17 was donation day at the Old Ladies' Home, Linden avenue, Pittsburgh. Mrs. Derry of Fifteenth street, kindly remembered the old ladies with a box of fruit, jellies and other articles. bbox=[487, 775, 702, 823]
paragraph: The young people of Scottdale met at the home of Miss Bianche Hickman and organized a social club to be known as the Silver Leaf club. The following officers were elected: William Hickman, president; Rose Hill, vice president; Miss Estella Harvey, secretary; Miss Annie Hill, corresponding secretary; H. Connors, treasurer. Next meeting will be Thursday, November 23, 1911, at the residence of Miss Annie Hill. bbox=[24, 157, 239, 265]
paragraph: On Thanksgiving Day services will be held at the church at 11 a. m., to be followed by a turkey dinner in the dining room served by the Stewardesses and Deaconesses. Beginning at 5 o'clock they will serve also a chicken supper. In the evening a literary and musical program arranged by Miss Eva Brooks and the ladies will serve refreshments. bbox=[949, 1495, 1164, 1579]
paragraph: We find by being lenient with some of our agents they are not settling their accounts promptly. Hereafter it will be necessary for all agents to settle weekly before we will send any more papers. We regret the action is necessary. bbox=[1412, 1393, 1628, 1453]
subheading: John Wesley M. E. Church. bbox=[1230, 336, 1347, 347]
agent-entry: Mr. John Woods, 319 Jackson st., N. S. bbox=[1412, 1083, 1561, 1093]
paragraph: Miss Bertha Brown, daughter of Wm. H. Brown, head waiter at the Elmhurst Inn, has returned to Sewickley after spending several months with her grandmother in Williamsport, Pa. bbox=[1181, 1312, 1396, 1360]
divider bbox=[950, 893, 1164, 894]
figure-illustration bbox=[1423, 1513, 1486, 1657]
agent-entry: Miss Minnie Harris, 6106 Kirkwood st., city. bbox=[1412, 1126, 1583, 1137]
paragraph: Large audiences were present at both services here last Sunday. In the morning Rev. Dr. Butler chose as a subject "The Bible a Revelation from God," the text being 1 Sam. 3:1. The evening subject was "The Advantage of Poetry in the Religious Life." Both these subjects were ably handled and listened to by an appreciative audience. On Monday a called meeting of the official board was held, nearly all the members being present. On Tuesday evening was the regular Woman's Missionary meeting and plans were also arranged by a selected committee of the Sunday school for some pleasing entertainments during the holidays. bbox=[949, 1335, 1164, 1492]
paragraph: Mrs. Josephine Gross of Pittsburgh is the guest of her brother, Rev. John Ashby. bbox=[487, 190, 702, 214]
ad-body: of buying this summer call and see my list before deciding, and if I haven't what you want I'll get it for you. bbox=[1421, 468, 1620, 501]
paragraph: Miss Mary Jackson spent Saturday and Sunday in Pittsburgh. bbox=[256, 363, 471, 387]
column-3 bbox=[479, 39, 710, 2254]
ad-tagline: Best Wines, Liquors and Cigars bbox=[1459, 49, 1581, 58]
ad-title: Hotel Sutton bbox=[1451, 59, 1589, 143]
paragraph: Mrs. Albert Mack of McKeesport, was visiting friends in Homestead this week. bbox=[256, 168, 471, 193]
heading-attention-agents: ATTENTION AGENTS bbox=[1413, 1367, 1628, 1388]
paragraph: Mrs. Alice Coles of North Vandergrift, entertained on Tuesday Rev. and Mrs. Mason. bbox=[24, 1007, 239, 1030]
ad-phone: Bell Phone 9041 Grant bbox=[1477, 154, 1564, 164]
paragraph: a most excellent manner. The school was under the direction of Assistant Superintendent Frank Gamble, Jr., on the account of Superintendent Wheeler's absence. bbox=[1181, 39, 1396, 86]
paragraph: Write only one side of paper. (Manager.) bbox=[35, 871, 194, 883]
byline: (By Rose Howard Lee.) bbox=[1475, 1749, 1566, 1759]
paragraph: Miss Jennie Washington Patterson, formerly of this town, is on an extended tour in New York city and other points east. bbox=[1181, 859, 1396, 894]
paragraph: Miss Bertha Warmack was united in marriage to S. P. Gaines on Tuesday evening at the parsonage, Rev. R. R. Bell officiating. Miss Lulu Brown, bridesmaid, and Peter Lampkins, best man. The presents were numerous. Those present were: Mr. and Mrs. M. Martin, Mr. and Mrs. W. Saunders, Mr. and Mrs. Sam. Brown, Mrs. Jane Bailey and daughter, Mrs. Lizzie Thomas, Mrs. Jennie Harvey and daughter, Miss Stella, Miss Ashly Brown and Mrs. Wm. Brown. bbox=[24, 268, 239, 376]
paragraph: The social held last Friday evening at the residence of George Peck for the benefit of St. Barnabas Mission was quite a success. bbox=[24, 755, 239, 790]
ad-robert-lewis bbox=[1413, 283, 1628, 518]
ad-title: Jacob L. Phillips bbox=[1460, 582, 1580, 651]
paragraph: A reception in honor of the return of Rev. C. A. McGee and family to the Canonsburg charge was given in Payne's hall on Thursday evening, November 16. Rev. P. Williams of this city and Rev. Henry of Washington were visiting ministers. Music and refreshments were served and the evening was pleasantly spent by all. bbox=[487, 1370, 702, 1453]
agent-entry: Mrs. Mary Broady, 40 Hulburt st., Akron, O. bbox=[1412, 1296, 1582, 1307]
paragraph: Mr. and Mrs. James W. Derry and Albert Coates will entertain Mr. and Mrs. Dudley of the "Smart Set" on November 24, at the Derry residence. bbox=[487, 904, 702, 940]
paragraph: C. A. Lamb of Pittsburgh, was a recent guest of Miss Louise Tanner of South Franklin street. bbox=[949, 1033, 1164, 1057]
masthead bbox=[16, 7, 1636, 33]
paragraph: Two splendid sermons marked the history of the church on Sabbath day. Rev. Truss fairly outdid himself. bbox=[256, 1308, 471, 1344]
paragraph: We regret very much that our brother, ex-president of the T. C. club, Lloyd L. Fisher, had to be brought home sick. He has our sympathy and our prayers for a speedy recovery. bbox=[256, 222, 471, 270]
paragraph: Orville Hollinger, who has been sick for several months, does not improve much. bbox=[24, 662, 239, 686]
agents-list bbox=[1413, 909, 1628, 1362]
agent-entry: Mrs. Eva Holmes, 709 6th ave., Beaver Falls, Pa. bbox=[1412, 1224, 1599, 1235]
paragraph: The number of colored residents of Monongahela are 500. There are two colored churches and a great number of secret societies. bbox=[256, 553, 471, 589]
issue-date: SATURDAY, NOVEMBER 25, 1911. bbox=[1391, 13, 1630, 30]
byline: (By Annie Burke Lawson.) bbox=[543, 453, 646, 463]
paragraph: Miss Susie Boulding of Beaver Falls attended the entertainment in Bridgewater on last Thursday evening. bbox=[718, 1035, 933, 1071]
agent-entry: Jessie Harris, 909 Wylie ave. bbox=[1412, 939, 1522, 949]
agent-entry: Mrs. A. L. Anderson, 41 Arthur st., City. bbox=[1412, 1097, 1566, 1108]
ad-text-panel: Everybody who reads magazines buys newspapers, but everybody who reads newspapers doesn't buy magazines. Catch the Drift? Here's the medium to reach the people. bbox=[1484, 1516, 1619, 1642]
paragraph: The Stewardesses are bending every effort toward the annual Thanksgiving dinner November 30. bbox=[256, 1461, 471, 1485]
paragraph: Deacon Wm. Davis has been quite ill the past two weeks, also two small children of Deacon Taylor. bbox=[1181, 281, 1396, 305]
heading-courier-agents: The Courier Is For Sale by the Following Agents bbox=[1425, 841, 1615, 907]
heading-canonsburg: Canonsburg, Pa bbox=[507, 1206, 681, 1234]
paragraph: Miss Jean Hollins was a weekend visitor in Pittsburgh. bbox=[24, 1359, 239, 1382]
paragraph: William Washington and wife and Mrs. Hattie Burgett of Beaver Falls attended the musicale at the A. M. E. church, Bridgewater, on last Thursday evening. bbox=[718, 906, 933, 942]
paragraph: Mrs. Sarah E. Viverette and children of Monongahela, are visiting at the home of her parents, Mr. and Mrs. R. E. Pangburn. bbox=[487, 1091, 702, 1127]
paragraph: Mrs. D. G. McPherson entertained on Tuesday evening at her home on Geary street, in honor of her niece, Miss Mildred Smith, the affair being in honor of her birthday. About twelve of the young people were present and spent the evening in games and music. bbox=[256, 1114, 471, 1186]
heading-monessen: MONESSEN bbox=[978, 140, 1136, 169]
paragraph: Henry Moody is order clerk for one of the largest wholesale houses in Beaver county. bbox=[718, 945, 933, 969]
